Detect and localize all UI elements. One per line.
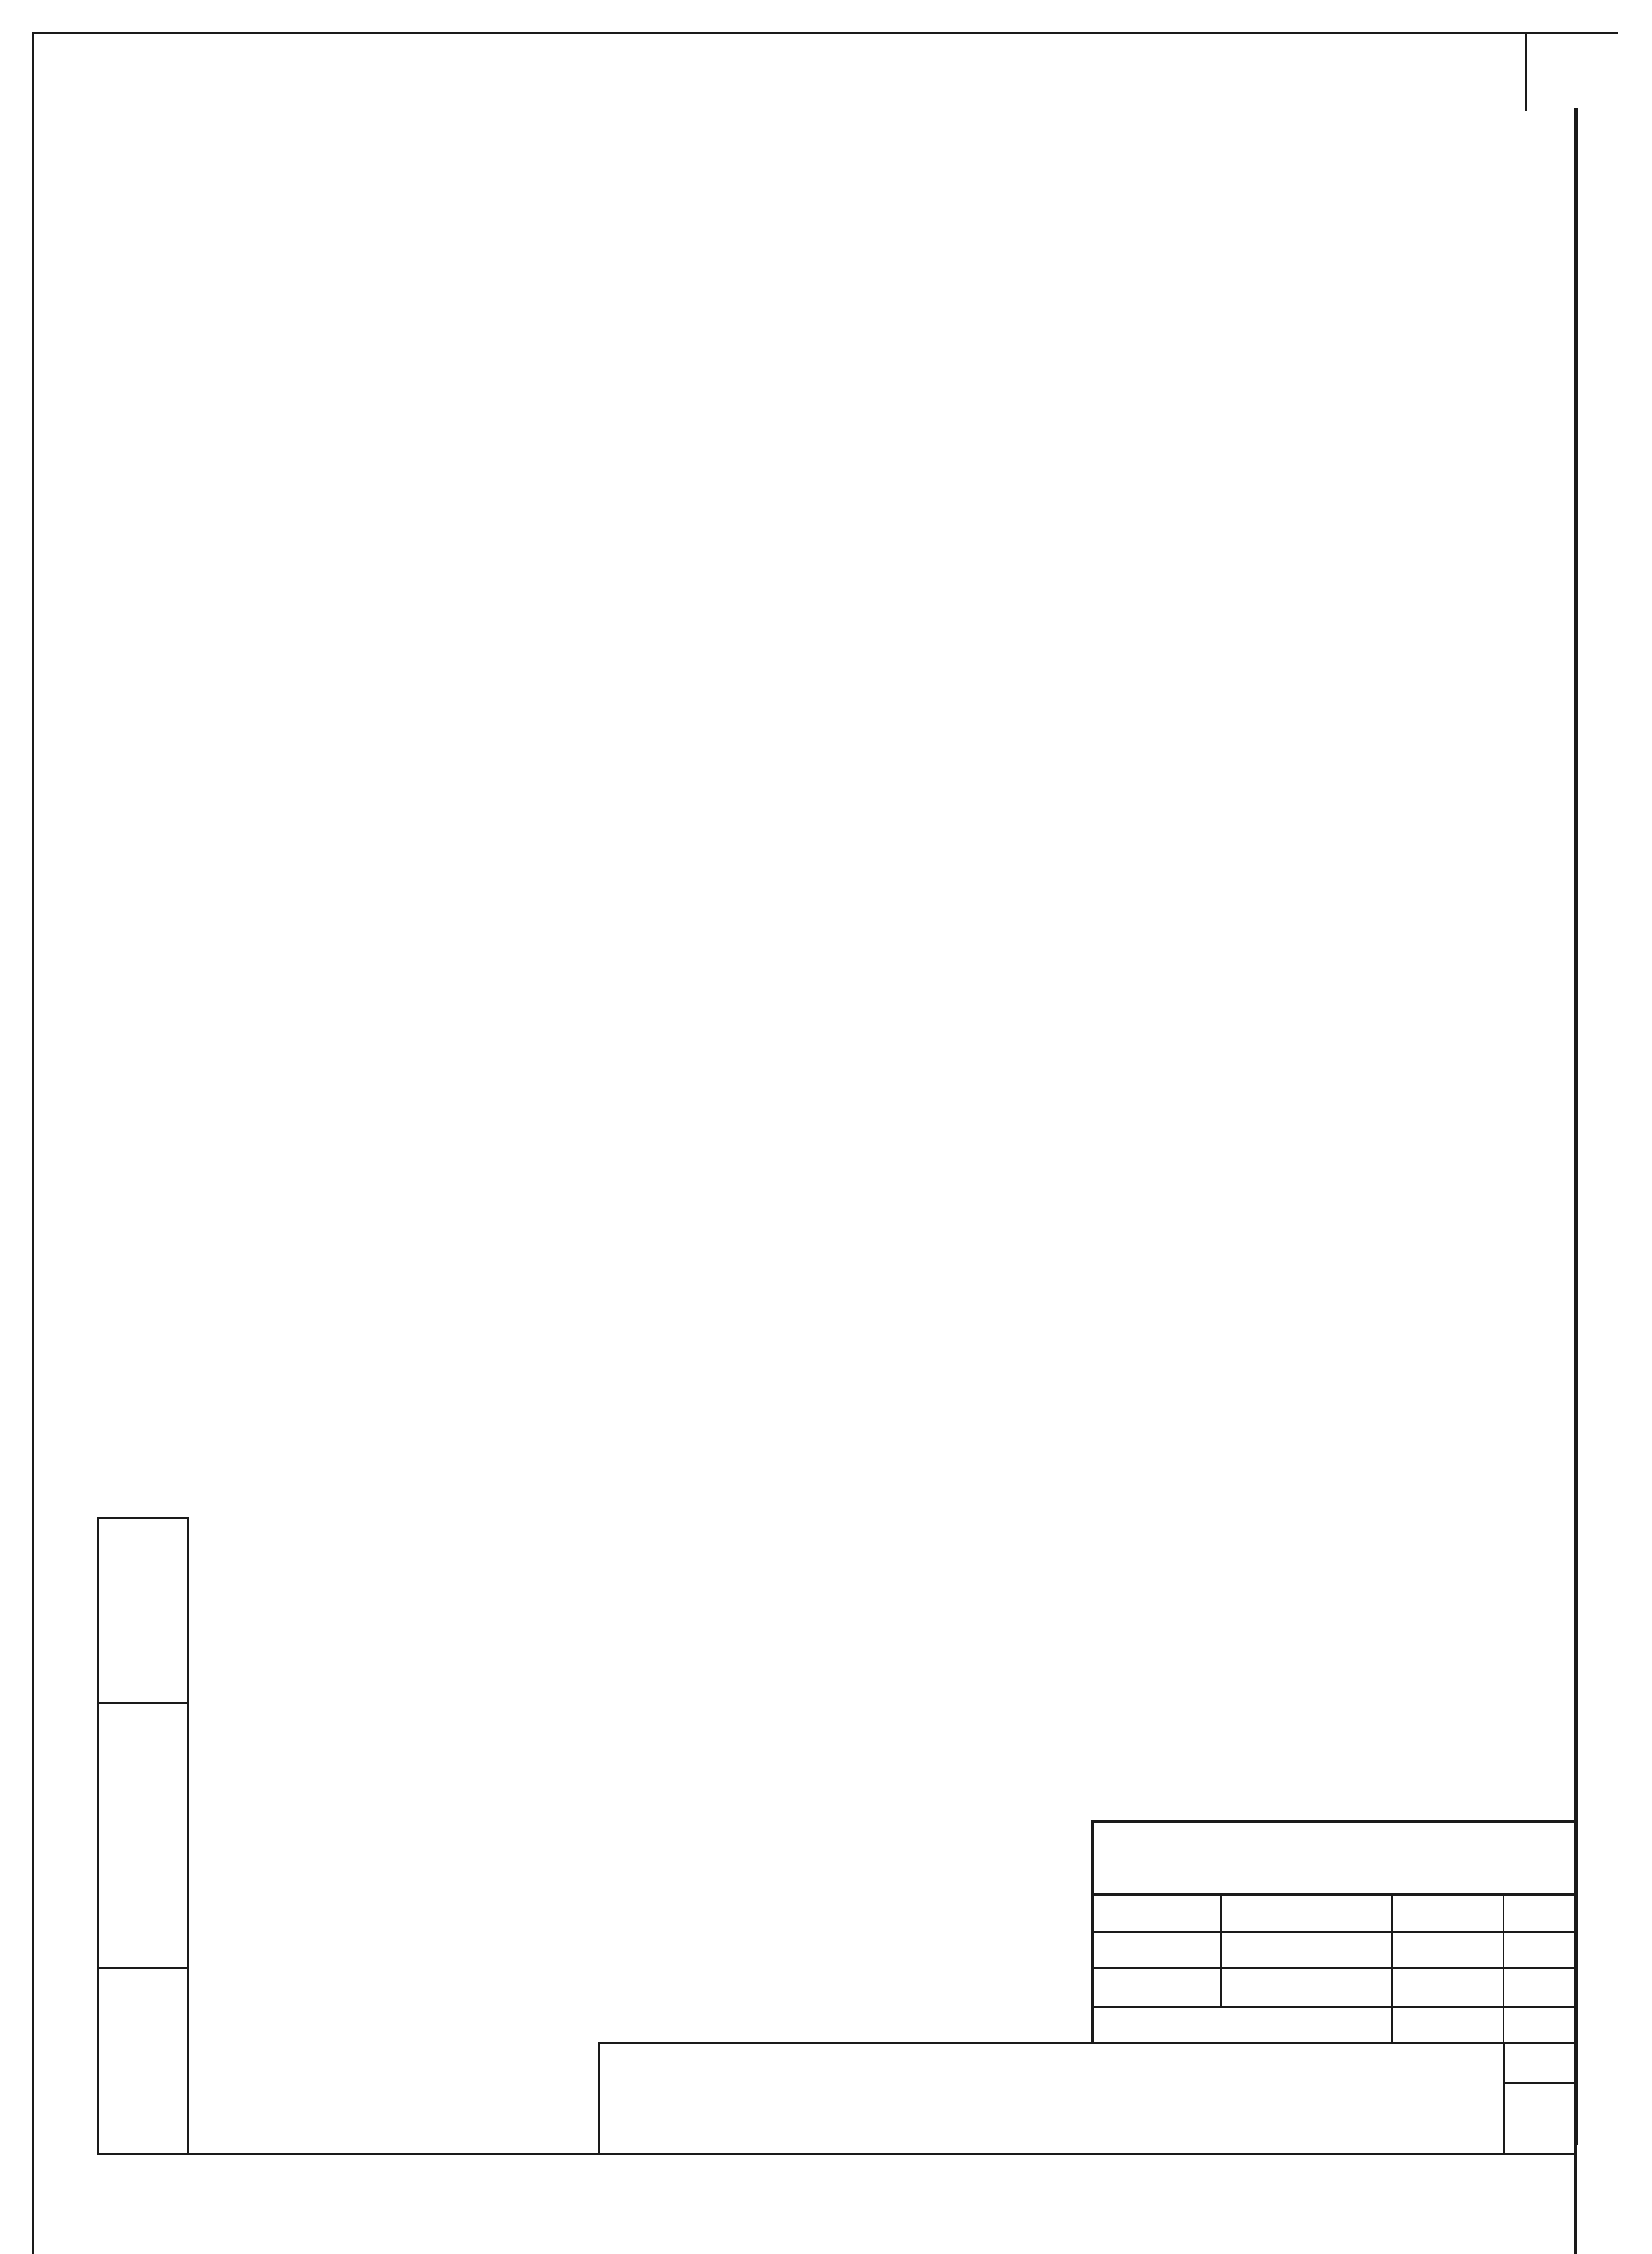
frame-left-line — [32, 32, 34, 2254]
stamp-v3 — [1503, 1893, 1504, 2044]
frame-top-line — [32, 32, 1618, 34]
stamp-v2 — [1391, 1893, 1393, 2044]
stamp-main-left — [598, 2042, 600, 2155]
frame-right-tail — [1574, 2145, 1577, 2254]
side-strip-right — [187, 1517, 189, 2155]
side-strip-inner — [97, 1517, 99, 2155]
side-strip-top — [97, 1517, 189, 1519]
side-strip-div2 — [97, 1967, 189, 1969]
stamp-sheet-left — [1503, 2042, 1505, 2155]
stamp-main-top — [598, 2042, 1577, 2044]
side-strip-div1 — [97, 1702, 189, 1704]
page-number-box-left — [1525, 32, 1527, 111]
stamp-sheet-mid — [1503, 2082, 1577, 2084]
stamp-attached-top — [1091, 1820, 1577, 1823]
side-strip-bottom — [97, 2153, 1577, 2155]
stamp-v1 — [1220, 1893, 1222, 2006]
frame-right-line — [1574, 108, 1578, 2145]
